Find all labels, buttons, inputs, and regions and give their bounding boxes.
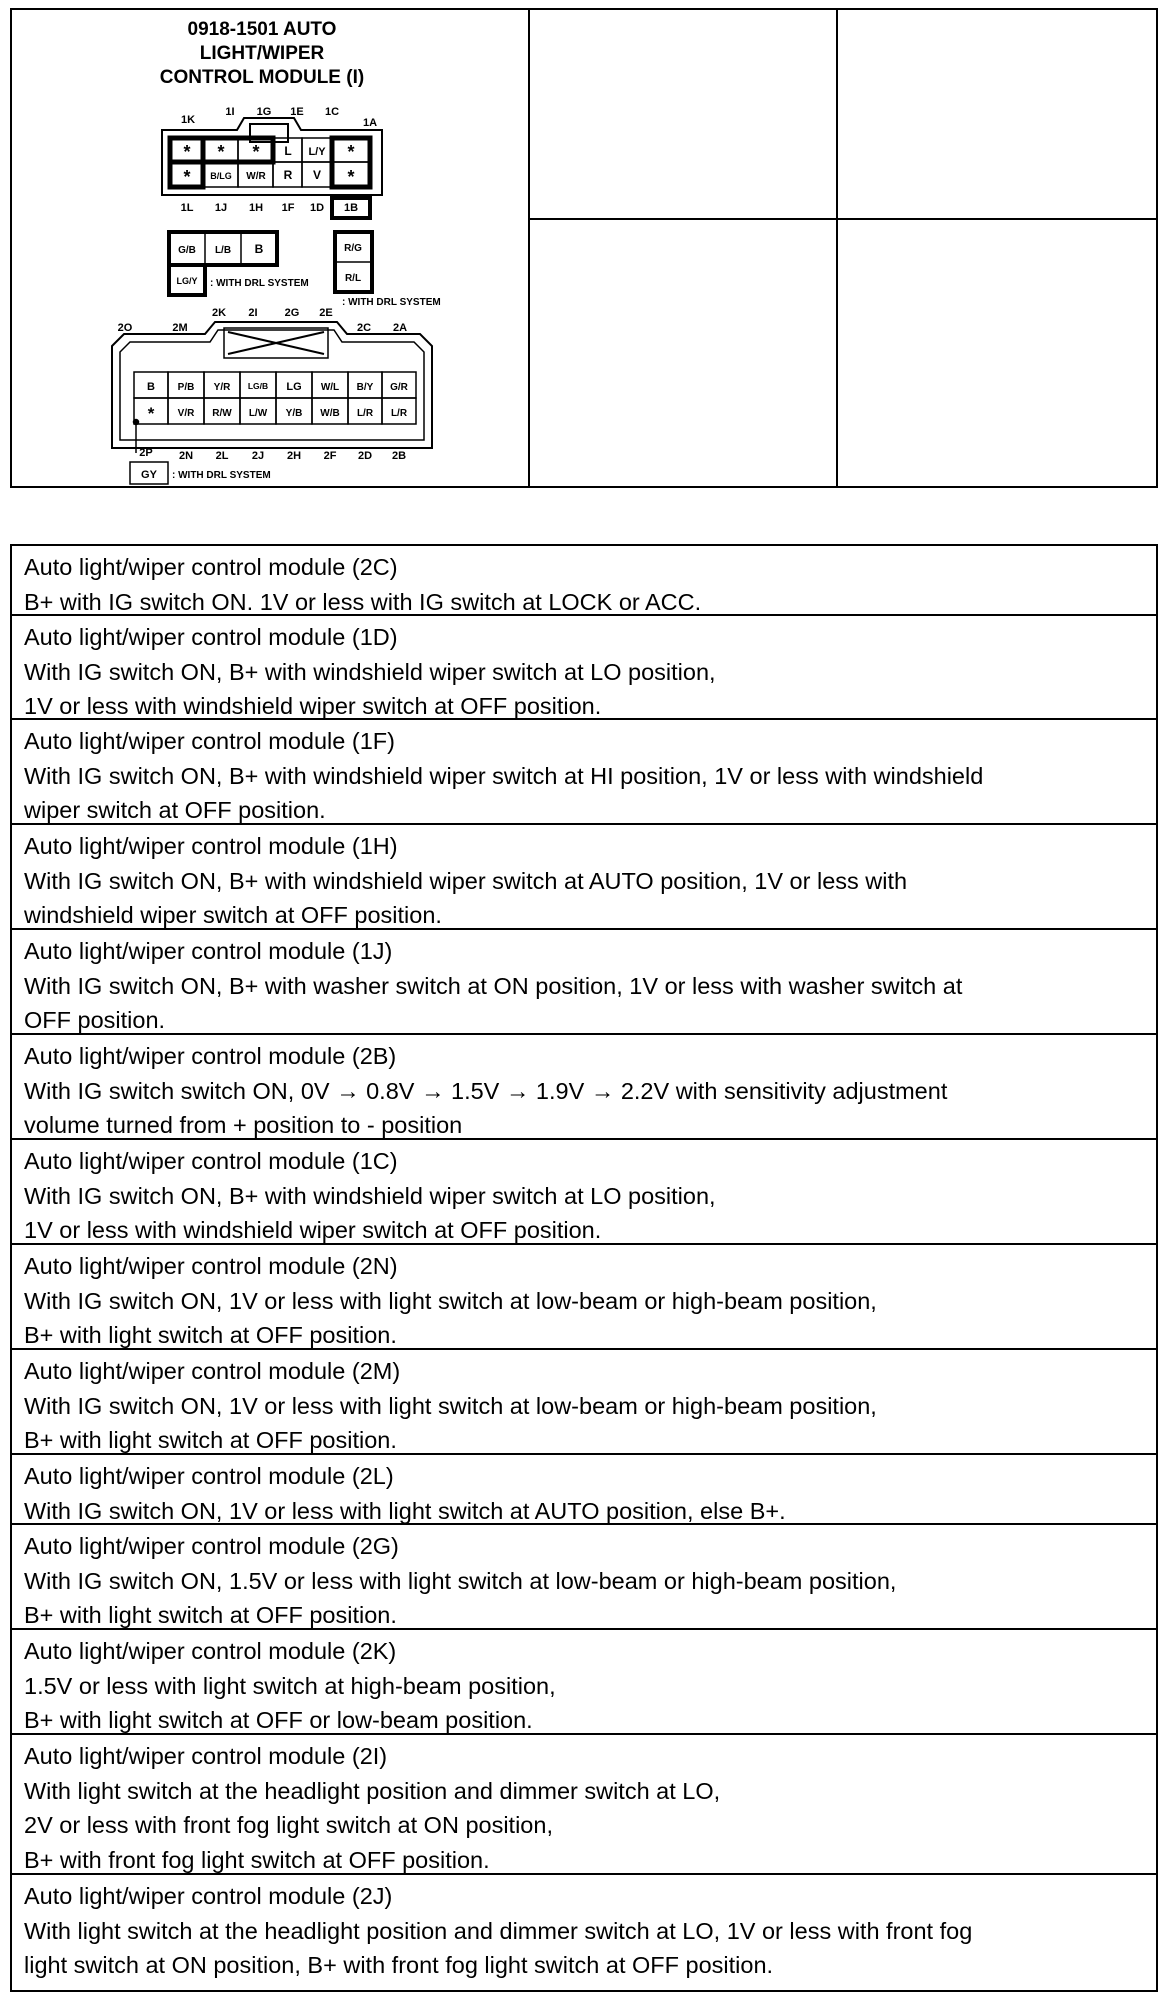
row-text: OFF position. bbox=[24, 1007, 166, 1033]
row-title: Auto light/wiper control module (1J) bbox=[24, 938, 393, 964]
row-title: Auto light/wiper control module (1F) bbox=[24, 728, 395, 754]
row-title: Auto light/wiper control module (1C) bbox=[24, 1148, 398, 1174]
row-text: With IG switch ON, B+ with washer switch at ON position, 1V or less with washer switch at bbox=[24, 972, 963, 999]
table-divider bbox=[528, 218, 1156, 220]
drl-right-cells bbox=[344, 243, 362, 284]
pin-label: 1A bbox=[362, 117, 378, 129]
row-text: 2V or less with front fog light switch at ON position, bbox=[24, 1812, 553, 1838]
pin-label: 2M bbox=[172, 322, 188, 334]
row-text: light switch at ON position, B+ with front fog light switch at OFF position. bbox=[24, 1952, 774, 1978]
row-text: With IG switch ON, 1.5V or less with light switch at low-beam or high-beam position, bbox=[24, 1567, 897, 1594]
pin-label: 1I bbox=[225, 106, 235, 118]
gy-label: GY bbox=[141, 469, 157, 481]
row-text: With IG switch ON, 1V or less with light switch at low-beam or high-beam position, bbox=[24, 1287, 877, 1314]
row-text: wiper switch at OFF position. bbox=[24, 797, 326, 823]
pin-label: 2E bbox=[319, 307, 333, 319]
row-text: B+ with light switch at OFF position. bbox=[24, 1602, 397, 1628]
wire-color: Y/B bbox=[285, 408, 303, 419]
row-title: Auto light/wiper control module (2G) bbox=[24, 1533, 399, 1559]
wire-color: W/L bbox=[320, 382, 340, 393]
module-title-line: 0918-1501 AUTO bbox=[187, 19, 337, 40]
connector-2-bottom-pins bbox=[139, 447, 406, 462]
gy-note: : WITH DRL SYSTEM bbox=[172, 470, 271, 481]
connector-2 bbox=[112, 322, 432, 448]
description-row bbox=[12, 1630, 1156, 1735]
pin-label: 1K bbox=[180, 114, 196, 126]
description-row bbox=[12, 1245, 1156, 1350]
pin-label: 2K bbox=[211, 307, 227, 319]
row-text: B+ with light switch at OFF position. bbox=[24, 1427, 397, 1453]
pin-label: 2P bbox=[139, 447, 153, 459]
pin-label: 1C bbox=[324, 106, 340, 118]
row-text: volume turned from + position to - position bbox=[24, 1112, 463, 1138]
wire-color: B/Y bbox=[356, 382, 374, 393]
pin-label: 1G bbox=[256, 106, 272, 118]
description-table bbox=[10, 544, 1158, 1992]
wire-color: LG/Y bbox=[176, 276, 198, 286]
wire-color: * bbox=[183, 167, 191, 187]
pin-label: 2J bbox=[251, 450, 265, 462]
latch-cross bbox=[228, 332, 324, 354]
row-text: With IG switch ON, B+ with windshield wiper switch at LO position, bbox=[24, 1182, 716, 1209]
row-text: 1V or less with windshield wiper switch at OFF position. bbox=[24, 1217, 602, 1243]
table-divider bbox=[836, 10, 838, 486]
wire-color: V bbox=[312, 168, 322, 182]
wire-color: L bbox=[284, 144, 292, 158]
wire-color: B bbox=[254, 242, 264, 256]
row-text: B+ with light switch at OFF or low-beam position. bbox=[24, 1707, 533, 1733]
description-row bbox=[12, 720, 1156, 825]
connector-diagram-svg bbox=[12, 10, 528, 486]
wire-color: G/R bbox=[390, 382, 408, 393]
drl-right-note: : WITH DRL SYSTEM bbox=[342, 297, 441, 308]
row-text: With IG switch ON, 1V or less with light switch at low-beam or high-beam position, bbox=[24, 1392, 877, 1419]
pin-label: 2I bbox=[248, 307, 258, 319]
wire-color: V/R bbox=[177, 408, 195, 419]
drl-left-note: : WITH DRL SYSTEM bbox=[210, 278, 309, 289]
row-title: Auto light/wiper control module (2B) bbox=[24, 1043, 397, 1069]
row-text: windshield wiper switch at OFF position. bbox=[24, 902, 442, 928]
pin-label: 1B bbox=[343, 202, 359, 214]
connector-diagram bbox=[12, 10, 528, 486]
row-title: Auto light/wiper control module (2I) bbox=[24, 1743, 388, 1769]
wire-color: R bbox=[283, 168, 293, 182]
pin-label: 1F bbox=[281, 202, 295, 214]
wire-color: W/R bbox=[246, 171, 266, 182]
description-row bbox=[12, 825, 1156, 930]
pin-label: 2D bbox=[357, 450, 373, 462]
wire-color: * bbox=[347, 167, 355, 187]
pin-label: 2O bbox=[117, 322, 133, 334]
wire-color: Y/R bbox=[213, 382, 231, 393]
wire-color: * bbox=[183, 142, 191, 162]
description-row bbox=[12, 930, 1156, 1035]
wire-color: * bbox=[217, 142, 225, 162]
row-title: Auto light/wiper control module (1D) bbox=[24, 624, 398, 650]
wire-color: R/L bbox=[344, 273, 362, 284]
pin-label: 2H bbox=[286, 450, 302, 462]
pin-label: 1J bbox=[214, 202, 228, 214]
module-title-line: CONTROL MODULE (I) bbox=[159, 67, 365, 88]
wire-color: L/R bbox=[390, 408, 408, 419]
wire-color: P/B bbox=[177, 382, 195, 393]
wire-color: B/LG bbox=[210, 171, 232, 181]
description-row bbox=[12, 1350, 1156, 1455]
row-title: Auto light/wiper control module (2M) bbox=[24, 1358, 401, 1384]
row-text: 1V or less with windshield wiper switch at OFF position. bbox=[24, 693, 602, 719]
connector-table bbox=[10, 8, 1158, 488]
row-title: Auto light/wiper control module (2N) bbox=[24, 1253, 398, 1279]
pin-label: 2F bbox=[323, 450, 337, 462]
row-title: Auto light/wiper control module (2L) bbox=[24, 1463, 394, 1489]
pin-label: 1L bbox=[180, 202, 194, 214]
wire-color: L/B bbox=[214, 245, 232, 256]
row-text: With IG switch ON, B+ with windshield wiper switch at LO position, bbox=[24, 658, 716, 685]
wire-color: * bbox=[147, 404, 155, 423]
pin-label: 2B bbox=[391, 450, 407, 462]
row-text: With IG switch ON, 1V or less with light switch at AUTO position, else B+. bbox=[24, 1497, 786, 1524]
table-divider bbox=[528, 10, 530, 486]
wire-color: R/W bbox=[212, 408, 232, 419]
row-text: With light switch at the headlight position and dimmer switch at LO, bbox=[24, 1777, 721, 1804]
description-row bbox=[12, 1455, 1156, 1525]
pin-label: 2N bbox=[178, 450, 194, 462]
wire-color: L/Y bbox=[308, 146, 326, 158]
row-title: Auto light/wiper control module (2C) bbox=[24, 554, 398, 580]
description-row bbox=[12, 1140, 1156, 1245]
row-text: B+ with front fog light switch at OFF position. bbox=[24, 1846, 490, 1873]
row-text: With light switch at the headlight position and dimmer switch at LO, 1V or less with front fog bbox=[24, 1917, 973, 1944]
row-title: Auto light/wiper control module (2J) bbox=[24, 1883, 393, 1909]
pin-label: 2L bbox=[215, 450, 229, 462]
row-text: With IG switch ON, B+ with windshield wiper switch at AUTO position, 1V or less with bbox=[24, 867, 908, 894]
row-text: With IG switch switch ON, 0V → 0.8V → 1.5V → 1.9V → 2.2V with sensitivity adjustment bbox=[24, 1077, 948, 1104]
wire-color: L/W bbox=[248, 408, 268, 419]
module-title bbox=[160, 19, 364, 88]
description-row bbox=[12, 1735, 1156, 1875]
wire-color: LG/B bbox=[247, 381, 269, 391]
row-text: 1.5V or less with light switch at high-beam position, bbox=[24, 1672, 556, 1699]
pin-label: 2A bbox=[392, 322, 408, 334]
pin-label: 1D bbox=[309, 202, 325, 214]
row-text: B+ with IG switch ON. 1V or less with IG switch at LOCK or ACC. bbox=[24, 588, 702, 615]
description-row bbox=[12, 546, 1156, 616]
row-text: B+ with light switch at OFF position. bbox=[24, 1322, 397, 1348]
row-title: Auto light/wiper control module (1H) bbox=[24, 833, 398, 859]
connector-2-cells bbox=[147, 381, 409, 423]
description-row bbox=[12, 616, 1156, 720]
module-title-line: LIGHT/WIPER bbox=[199, 43, 325, 64]
description-row bbox=[12, 1525, 1156, 1630]
description-row bbox=[12, 1035, 1156, 1140]
row-title: Auto light/wiper control module (2K) bbox=[24, 1638, 397, 1664]
wire-color: * bbox=[252, 142, 260, 162]
pin-label: 1H bbox=[248, 202, 264, 214]
description-row bbox=[12, 1875, 1156, 1990]
wire-color: W/B bbox=[320, 408, 340, 419]
wire-color: R/G bbox=[344, 243, 362, 254]
wire-color: L/R bbox=[356, 408, 374, 419]
wire-color: B bbox=[147, 381, 155, 393]
wire-color: G/B bbox=[178, 245, 196, 256]
pin-label: 2C bbox=[356, 322, 372, 334]
pin-label: 1E bbox=[290, 106, 304, 118]
wire-color: LG bbox=[286, 381, 302, 393]
row-text: With IG switch ON, B+ with windshield wiper switch at HI position, 1V or less with windshield bbox=[24, 762, 984, 789]
wire-color: * bbox=[347, 142, 355, 162]
pin-label: 2G bbox=[284, 307, 300, 319]
